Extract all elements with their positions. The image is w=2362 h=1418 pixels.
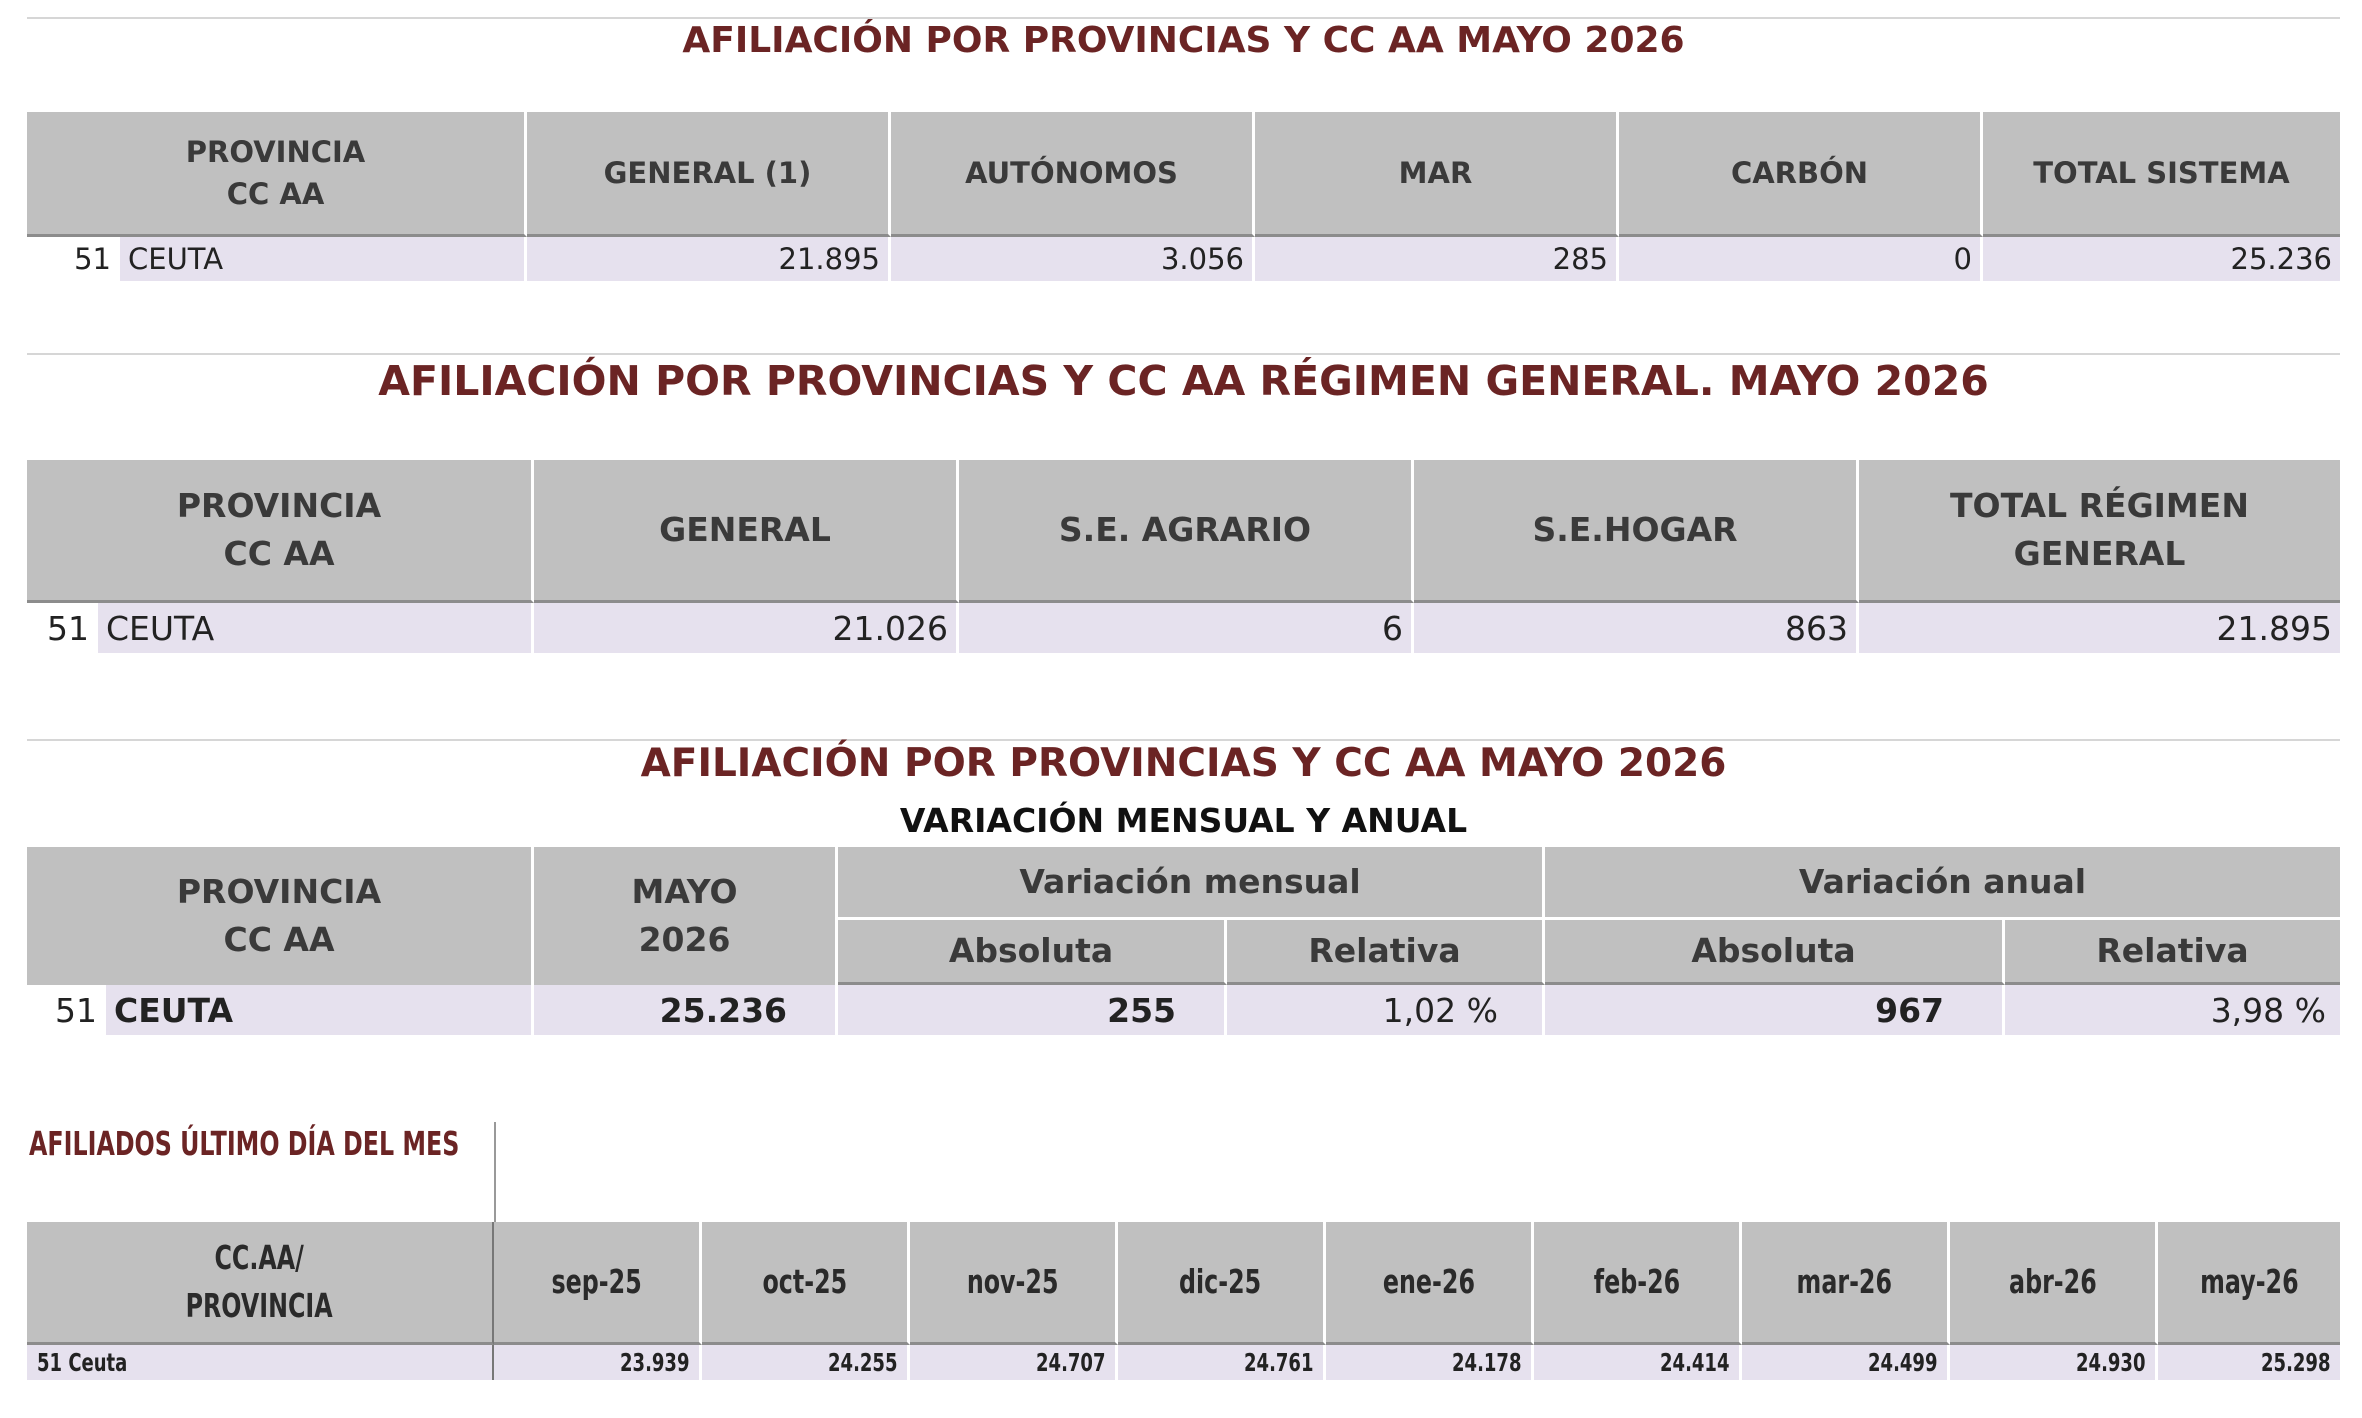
header-anual-absoluta: Absoluta: [1545, 920, 2005, 985]
header-general: GENERAL: [534, 460, 959, 603]
header-anual-relativa: Relativa: [2005, 920, 2340, 985]
header-mensual-relativa: Relativa: [1227, 920, 1545, 985]
header-month: feb-26: [1534, 1222, 1742, 1345]
header-total-sistema: TOTAL SISTEMA: [1983, 112, 2340, 237]
header-month: sep-25: [494, 1222, 702, 1345]
province-cell: [27, 603, 534, 653]
affiliation-system-table: [27, 112, 2340, 281]
value-autonomos: 3.056: [891, 237, 1255, 281]
header-mayo-2026: MAYO 2026: [534, 847, 838, 985]
table-row: [27, 603, 2340, 653]
province-cell: [27, 985, 534, 1035]
header-mar: MAR: [1255, 112, 1619, 237]
header-ccaa-provincia: CC.AA/ PROVINCIA: [27, 1222, 494, 1345]
header-month: dic-25: [1118, 1222, 1326, 1345]
value-general: 21.026: [534, 603, 959, 653]
value-anual-relativa: 3,98 %: [2005, 985, 2340, 1035]
province-code: 51: [27, 603, 98, 653]
province-code: 51: [27, 237, 120, 281]
section2-title: AFILIACIÓN POR PROVINCIAS Y CC AA RÉGIMEN GENERAL. MAYO 2026: [378, 357, 1989, 405]
value-mar: 285: [1255, 237, 1619, 281]
province-cell: [27, 237, 527, 281]
header-total-regimen-general: TOTAL RÉGIMEN GENERAL: [1859, 460, 2340, 603]
section1-title: AFILIACIÓN POR PROVINCIAS Y CC AA MAYO 2026: [682, 20, 1685, 61]
header-provincia: PROVINCIA CC AA: [27, 460, 534, 603]
month-value: 24.761: [1118, 1345, 1326, 1380]
value-general: 21.895: [527, 237, 891, 281]
table-row: [27, 237, 2340, 281]
header-month: ene-26: [1326, 1222, 1534, 1345]
header-month: mar-26: [1742, 1222, 1950, 1345]
value-carbon: 0: [1619, 237, 1983, 281]
section3-title: AFILIACIÓN POR PROVINCIAS Y CC AA MAYO 2026: [640, 741, 1727, 786]
monthly-affiliates-table: [27, 1222, 2340, 1380]
header-carbon: CARBÓN: [1619, 112, 1983, 237]
month-value: 24.178: [1326, 1345, 1534, 1380]
header-variacion-anual: Variación anual: [1545, 847, 2340, 920]
province-name: CEUTA: [98, 603, 531, 653]
value-anual-absoluta: 967: [1545, 985, 2005, 1035]
header-month: nov-25: [910, 1222, 1118, 1345]
month-value: 25.298: [2158, 1345, 2340, 1380]
value-total-sistema: 25.236: [1983, 237, 2340, 281]
month-value: 24.414: [1534, 1345, 1742, 1380]
divider: [27, 353, 2340, 355]
header-month: oct-25: [702, 1222, 910, 1345]
value-se-hogar: 863: [1414, 603, 1859, 653]
header-month: may-26: [2158, 1222, 2340, 1345]
header-provincia: PROVINCIA CC AA: [27, 847, 534, 985]
header-autonomos: AUTÓNOMOS: [891, 112, 1255, 237]
divider: [494, 1122, 496, 1222]
regimen-general-table: [27, 460, 2340, 653]
value-total-regimen-general: 21.895: [1859, 603, 2340, 653]
table-row: [27, 985, 2340, 1035]
month-value: 24.255: [702, 1345, 910, 1380]
header-se-agrario: S.E. AGRARIO: [959, 460, 1414, 603]
header-mensual-absoluta: Absoluta: [838, 920, 1227, 985]
header-provincia: PROVINCIA CC AA: [27, 112, 527, 237]
value-mayo-2026: 25.236: [534, 985, 838, 1035]
value-mensual-absoluta: 255: [838, 985, 1227, 1035]
variation-table: [27, 847, 2340, 1035]
value-mensual-relativa: 1,02 %: [1227, 985, 1545, 1035]
province-name: CEUTA: [120, 237, 524, 281]
header-variacion-mensual: Variación mensual: [838, 847, 1545, 920]
afiliados-label: AFILIADOS ÚLTIMO DÍA DEL MES: [29, 1124, 460, 1163]
month-value: 24.707: [910, 1345, 1118, 1380]
month-value: 24.499: [1742, 1345, 1950, 1380]
province-code: 51: [27, 985, 106, 1035]
month-value: 24.930: [1950, 1345, 2158, 1380]
province-name: CEUTA: [106, 985, 531, 1035]
header-month: abr-26: [1950, 1222, 2158, 1345]
table-row: [27, 1345, 2340, 1380]
section3-subtitle: VARIACIÓN MENSUAL Y ANUAL: [899, 801, 1468, 840]
value-se-agrario: 6: [959, 603, 1414, 653]
province-name: 51 Ceuta: [27, 1345, 494, 1380]
header-se-hogar: S.E.HOGAR: [1414, 460, 1859, 603]
header-general: GENERAL (1): [527, 112, 891, 237]
month-value: 23.939: [494, 1345, 702, 1380]
divider: [27, 17, 2340, 19]
